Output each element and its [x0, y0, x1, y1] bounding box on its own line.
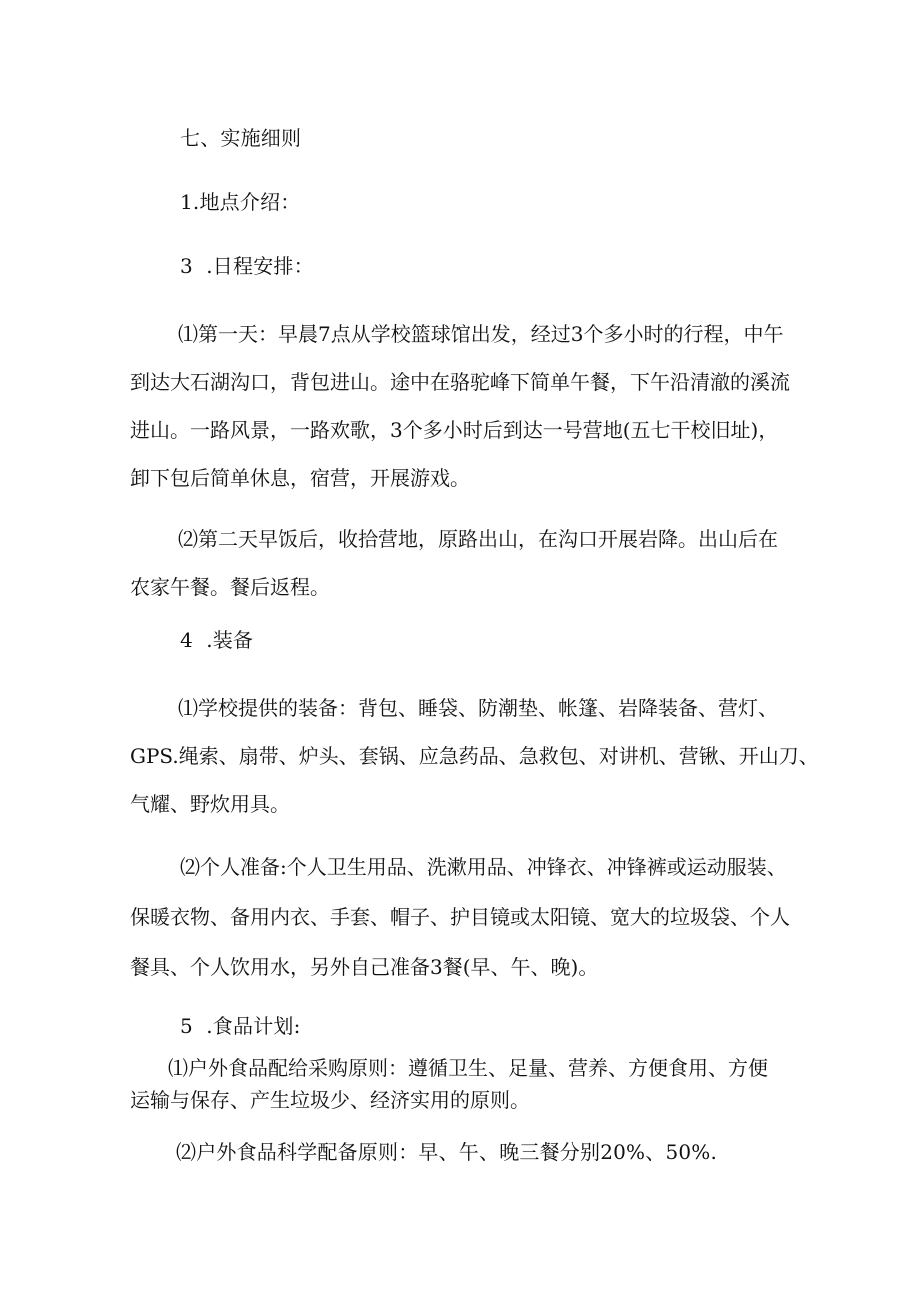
paragraph-line: ⑴户外食品配给采购原则：遵循卫生、足量、营养、方便食用、方便 — [168, 1056, 768, 1080]
equipment-heading: 4 .装备 — [180, 628, 254, 652]
paragraph-line: GPS.绳索、扇带、炉头、套锅、应急药品、急救包、对讲机、营锹、开山刀、 — [130, 744, 819, 768]
food-ratio-line: ⑵户外食品科学配备原则：早、午、晚三餐分别20%、50%. — [176, 1140, 718, 1164]
paragraph-line: 运输与保存、产生垃圾少、经济实用的原则。 — [130, 1088, 530, 1112]
paragraph-line: 餐具、个人饮用水，另外自己准备3餐(早、午、晚)。 — [130, 955, 599, 979]
food-purchase-paragraph — [130, 1052, 768, 1116]
section-heading: 七、实施细则 — [180, 126, 302, 150]
paragraph-line: 气耀、野炊用具。 — [130, 792, 290, 816]
paragraph-line: 到达大石湖沟口，背包进山。途中在骆驼峰下简单午餐，下午沿清澈的溪流 — [130, 370, 790, 394]
paragraph-line: 进山。一路风景，一路欢歌，3个多小时后到达一号营地(五七干校旧址)， — [130, 418, 779, 442]
paragraph-line: ⑴第一天：早晨7点从学校篮球馆出发，经过3个多小时的行程，中午 — [178, 322, 784, 346]
location-heading: 1.地点介绍： — [180, 190, 301, 214]
schedule-heading: 3 .日程安排： — [180, 254, 314, 278]
personal-equipment-paragraph — [130, 842, 790, 992]
paragraph-line: 农家午餐。餐后返程。 — [130, 575, 330, 599]
day1-paragraph — [130, 310, 790, 502]
paragraph-line: ⑴学校提供的装备：背包、睡袋、防潮垫、帐篷、岩降装备、营灯、 — [178, 696, 778, 720]
paragraph-line: 保暖衣物、备用内衣、手套、帽子、护目镜或太阳镜、宽大的垃圾袋、个人 — [130, 905, 790, 929]
paragraph-line: ⑵第二天早饭后，收拾营地，原路出山，在沟口开展岩降。出山后在 — [178, 527, 778, 551]
paragraph-line: 卸下包后简单休息，宿营，开展游戏。 — [130, 466, 470, 490]
food-plan-heading: 5 .食品计划: — [180, 1014, 301, 1038]
school-equipment-paragraph — [130, 684, 819, 828]
day2-paragraph — [130, 515, 778, 611]
paragraph-line: ⑵个人准备:个人卫生用品、洗漱用品、冲锋衣、冲锋裤或运动服装、 — [180, 855, 787, 879]
